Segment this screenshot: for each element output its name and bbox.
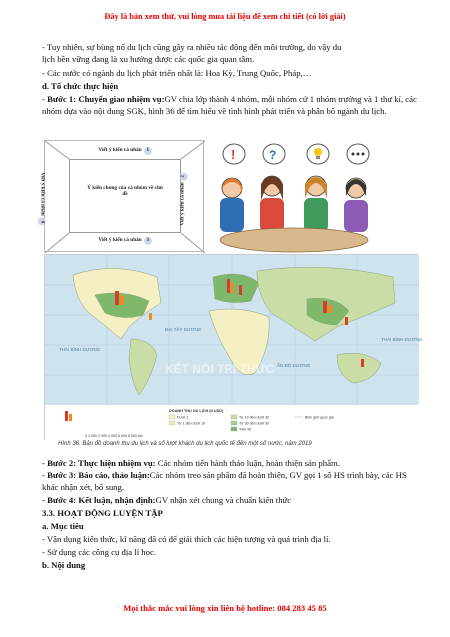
step4-label: - Bước 4: Kết luận, nhận định: (42, 495, 156, 505)
para1-line2: lịch bền vững đang là xu hướng được các quốc gia quan tâm. (42, 54, 255, 64)
map-scale: 0 1 000 2 000 4 000 6 000 8 000 km (85, 434, 143, 438)
legend-item-6: Biên giới quốc gia (305, 415, 334, 420)
student-figures (220, 176, 368, 232)
legend-item-4: Từ 30 đến dưới 50 (239, 421, 270, 426)
ocean-label-2: ĐẠI TÂY DƯƠNG (165, 327, 202, 332)
speech-bubble-question-icon (263, 144, 285, 164)
svg-text:!: ! (231, 147, 236, 162)
preview-header: Đây là bản xem thử, vui lòng mua tài liệu để xem chi tiết (có lời giải) (104, 12, 346, 21)
para1-line1: - Tuy nhiên, sự bùng nổ du lịch cũng gây ra nhiều tác động đến môi trường, do vậy du (42, 42, 342, 52)
diagram-number-3: 3 (144, 237, 152, 245)
map-drawing (45, 255, 423, 441)
speech-bubble-exclamation-icon (223, 144, 245, 164)
diagram-number-1: 1 (144, 147, 152, 155)
step1-paragraph (42, 94, 422, 117)
step2-paragraph (42, 458, 422, 469)
legend-title: DOANH THU DU LỊCH (tỉ USD) (169, 409, 224, 413)
heading-b: b. Nội dung (42, 560, 86, 570)
ocean-label-3: ẤN ĐỘ DƯƠNG (277, 363, 311, 368)
discussion-drawing (212, 140, 376, 252)
goal-1: - Vận dụng kiến thức, kĩ năng đã có để giải thích các hiện tượng và quá trình địa lí. (42, 534, 331, 544)
hotline-footer: Mọi thắc mắc vui lòng xin liên hệ hotline: 084 283 45 85 (123, 603, 327, 613)
diagram-bottom-text: Viết ý kiến cá nhân (98, 237, 142, 243)
ocean-label-1: THÁI BÌNH DƯƠNG (59, 347, 101, 352)
placemat-diagram (39, 140, 204, 252)
svg-text:?: ? (269, 148, 277, 162)
goal-2: - Sử dụng các công cụ địa lí học. (42, 547, 156, 557)
para2: - Các nước có ngành du lịch phát triển nhất là: Hoa Kỳ, Trung Quốc, Pháp,… (42, 68, 312, 78)
europe (213, 274, 259, 303)
diagram-left-text: Viết ý kiến cá nhân (39, 172, 46, 216)
diagram-number-2: 2 (180, 172, 188, 180)
map-watermark: KẾT NỐI TRI THỨC (165, 362, 275, 376)
speech-bubble-chat-icon (347, 144, 369, 164)
discussion-table (220, 228, 368, 252)
diagram-right-text: Viết ý kiến cá nhân (179, 182, 186, 226)
diagram-bottom-label (75, 237, 175, 245)
diagram-top-text: Viết ý kiến cá nhân (98, 147, 142, 153)
step3-text: Các nhóm treo sản phẩm đã hoàn thiện, GV gọi 1 số HS trình bày, các HS khác nhận xét, bổ sung. (42, 470, 407, 492)
diagram-left-label (38, 172, 46, 225)
step1-label: - Bước 1: Chuyển giao nhiệm vụ: (42, 94, 165, 104)
diagram-right-label (180, 172, 188, 225)
step4-text: GV nhận xét chung và chuẩn kiến thức (155, 495, 292, 505)
step3-paragraph (42, 470, 422, 493)
world-tourism-map (44, 254, 423, 440)
legend-item-5: Trên 50 (239, 427, 252, 432)
diagram-center-label: Ý kiến chung của cả nhóm về chủ đề (87, 185, 163, 198)
step4-paragraph (42, 495, 422, 506)
ocean-label-4: THÁI BÌNH DƯƠNG (381, 337, 423, 342)
step2-text: Các nhóm tiến hành thảo luận, hoàn thiện sản phẩm. (155, 458, 340, 468)
diagram-number-4: 4 (38, 218, 46, 226)
step2-label: - Bước 2: Thực hiện nhiệm vụ: (42, 458, 156, 468)
legend-item-3: Từ 10 đến dưới 30 (239, 415, 270, 420)
figure-caption: Hình 36. Bản đồ doanh thu du lịch và số lượt khách du lịch quốc tế đến một số nước, năm 2019 (58, 441, 312, 447)
heading-a: a. Mục tiêu (42, 521, 84, 531)
heading-d: d. Tổ chức thực hiện (42, 81, 119, 91)
step3-label: - Bước 3: Báo cáo, thảo luận: (42, 470, 150, 480)
speech-bubble-lightbulb-icon (307, 144, 329, 164)
group-discussion-illustration (212, 140, 376, 252)
diagram-top-label (75, 147, 175, 155)
legend-item-2: Từ 1 đến dưới 10 (177, 421, 206, 426)
step1-text: GV chia lớp thành 4 nhóm, mỗi nhóm cử 1 nhóm trưởng và 1 thư kí, các nhóm dựa vào nội dung SGK, hình 36 để tìm hiểu về tình hình phát triển và phân bố ngành du lịch. (42, 94, 417, 116)
section-3-3-heading: 3.3. HOẠT ĐỘNG LUYỆN TẬP (42, 508, 163, 518)
legend-item-1: Dưới 1 (177, 415, 189, 420)
